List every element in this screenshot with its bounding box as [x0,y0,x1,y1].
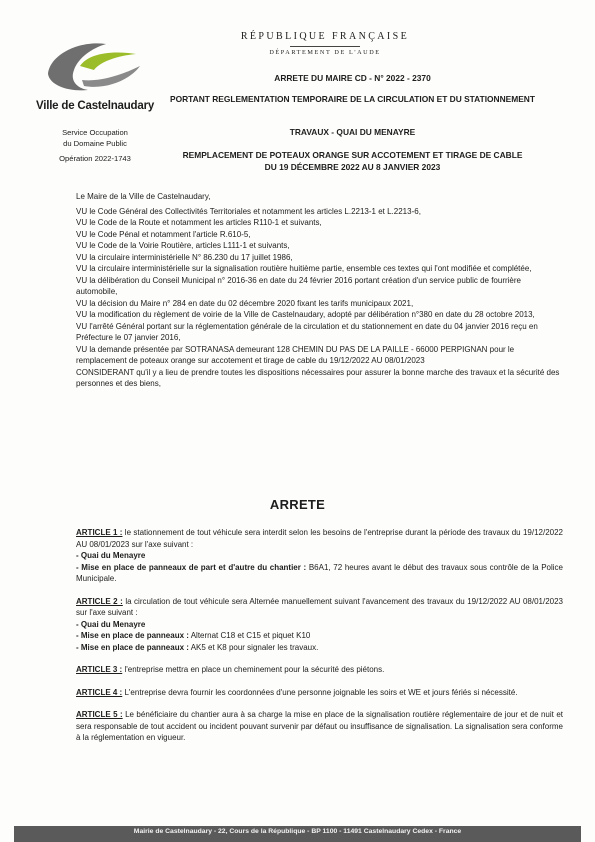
works-description [150,150,555,173]
description-line: REMPLACEMENT DE POTEAUX ORANGE SUR ACCOTEMENT ET TIRAGE DE CABLE [182,150,523,160]
republic-heading: RÉPUBLIQUE FRANÇAISE [240,31,410,42]
service-line-2: du Domaine Public [63,138,127,148]
visa-item: VU la circulaire interministérielle N° 86.230 du 17 juillet 1986, [76,252,293,262]
city-name: Ville de Castelnaudary [35,100,155,112]
article-4 [76,687,563,699]
operation-number: Opération 2022-1743 [59,154,131,163]
article-3-text: l'entreprise mettra en place un cheminement pour la sécurité des piétons. [122,665,385,674]
dates-line: DU 19 DÉCEMBRE 2022 AU 8 JANVIER 2023 [264,161,441,172]
visa-item: VU la circulaire interministérielle sur la signalisation routière huitième partie, ensemble ces textes qui l'ont modifiée et complétée, [76,264,532,273]
visa-item: VU le Code Général des Collectivités Territoriales et notamment les articles L.2213-1 et L.2213-6, [76,206,421,216]
footer-address: Mairie de Castelnaudary - 22, Cours de la République - BP 1100 - 11491 Castelnaudary Cedex - France [133,828,462,835]
article-1-place: - Quai du Menayre [76,551,146,560]
service-line-1: Service Occupation [62,128,128,137]
department-heading: DÉPARTEMENT DE L'AUDE [269,49,381,56]
article-2 [76,596,563,654]
visa-item: VU la demande présentée par SOTRANASA demeurant 128 CHEMIN DU PAS DE LA PAILLE - 66000 PERPIGNAN pour le remplacement de poteaux orange sur accotement et tirage de cable du 19/12/2022 AU 08/01/2023 [76,344,515,365]
arrete-heading: ARRETE [269,497,326,512]
visa-item: VU l'arrêté Général portant sur la réglementation générale de la circulation et du stationnement en date du 04 janvier 2016 reçu en Préfecture le 07 janvier 2016, [76,321,538,342]
visa-item: VU le Code de la Route et notamment les articles R110-1 et suivants, [76,218,322,227]
arrete-number: ARRETE DU MAIRE CD - N° 2022 - 2370 [274,73,431,83]
visa-item: VU la décision du Maire n° 284 en date du 02 décembre 2020 fixant les tarifs municipaux 2021, [76,298,414,308]
visa-item: VU le Code Pénal et notamment l'article R.610-5, [76,229,251,239]
visa-item: VU la délibération du Conseil Municipal n° 2016-36 en date du 24 février 2016 portant création d'un service public de fourrière automobile, [76,275,521,296]
article-2-text: la circulation de tout véhicule sera Alternée manuellement suivant l'avancement des travaux du 19/12/2022 AU 08/01/2023 sur l'axe suivant : [76,596,563,617]
article-5-text: Le bénéficiaire du chantier aura à sa charge la mise en place de la signalisation routière réglementaire de jour et de nuit et sera responsable de tout accident ou incident pouvant survenir par défaut ou insuffisance de signalisation. La signalisation sera conforme à la réglementation en vigueur. [76,710,563,742]
article-5-label: ARTICLE 5 : [76,710,123,719]
visa-item: VU la modification du règlement de voirie de la Ville de Castelnaudary, adopté par délibération n°380 en date du 28 octobre 2013, [76,310,535,319]
article-4-text: L'entreprise devra fournir les coordonnées d'une personne joignable les soirs et WE et jours fériés si nécessité. [122,687,518,697]
article-3 [76,664,563,676]
department-divider [290,46,360,47]
article-2-panels2-text: AK5 et K8 pour signaler les travaux. [188,642,319,652]
article-1-panels-text: B6A1, 72 heures avant le début des travaux sous contrôle de la Police Municipale. [76,562,563,583]
article-4-label: ARTICLE 4 : [76,687,123,697]
article-2-place: - Quai du Menayre [76,619,146,629]
article-1-text: le stationnement de tout véhicule sera interdit selon les besoins de l'entreprise durant la période des travaux du 19/12/2022 AU 08/01/2023 sur l'axe suivant : [76,528,563,549]
visas-block [76,191,563,390]
article-1-label: ARTICLE 1 : [76,528,123,537]
article-1 [76,527,563,585]
visa-item: VU le Code de la Voirie Routière, articles L111-1 et suivants, [76,241,290,250]
arrete-subject: PORTANT REGLEMENTATION TEMPORAIRE DE LA CIRCULATION ET DU STATIONNEMENT [170,94,535,104]
castelnaudary-logo [40,36,150,96]
article-5 [76,709,563,744]
article-2-panels1-label: - Mise en place de panneaux : [76,631,189,640]
article-2-panels1-text: Alternat C18 et C15 et piquet K10 [188,631,311,640]
article-2-label: ARTICLE 2 : [76,596,123,606]
service-block [20,128,170,165]
works-title: TRAVAUX - QUAI DU MENAYRE [289,127,416,137]
considerant: CONSIDERANT qu'il y a lieu de prendre toutes les dispositions nécessaires pour assurer la bonne marche des travaux et la sécurité des personnes et des biens, [76,367,560,388]
mayor-intro: Le Maire de la Ville de Castelnaudary, [76,192,211,201]
article-3-label: ARTICLE 3 : [76,665,123,674]
article-2-panels2-label: - Mise en place de panneaux : [76,642,189,652]
article-1-panels-label: - Mise en place de panneaux de part et d'autre du chantier : [76,562,307,572]
articles-block [76,527,563,755]
